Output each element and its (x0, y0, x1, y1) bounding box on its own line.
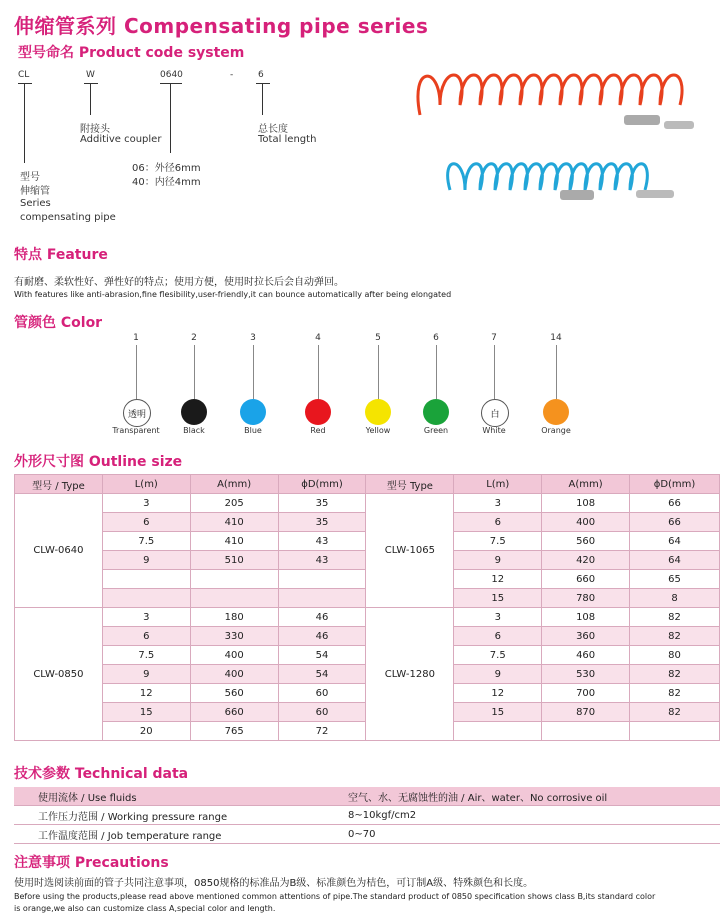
table-cell: 6 (102, 627, 190, 646)
code-part-size: 0640 (160, 70, 183, 80)
technical-value: 0~70 (324, 825, 720, 844)
table-cell: 410 (190, 532, 278, 551)
table-cell: 180 (190, 608, 278, 627)
coupler-label-cn: 附接头 (80, 124, 110, 135)
color-number: 7 (491, 333, 497, 343)
table-cell (630, 722, 720, 741)
color-swatch (240, 399, 266, 425)
type-cell-right: CLW-1065 (366, 494, 454, 608)
code-part-cl: CL (18, 70, 30, 80)
color-label: Transparent (112, 426, 160, 435)
table-cell: 20 (102, 722, 190, 741)
color-number: 2 (191, 333, 197, 343)
table-cell: 66 (630, 513, 720, 532)
table-cell: 660 (190, 703, 278, 722)
table-cell: 8 (630, 589, 720, 608)
table-cell: 15 (454, 589, 542, 608)
color-label: Black (183, 426, 205, 435)
feature-text-cn: 有耐磨、柔软性好、弹性好的特点；使用方便，使用时拉长后会自动弹回。 (14, 277, 344, 288)
length-label-en: Total length (258, 134, 317, 145)
table-cell: 9 (454, 665, 542, 684)
table-cell: 765 (190, 722, 278, 741)
table-cell: 700 (542, 684, 630, 703)
table-cell: 510 (190, 551, 278, 570)
table-cell: 12 (454, 570, 542, 589)
table-cell: 15 (102, 703, 190, 722)
series-label-en1: Series (20, 198, 51, 209)
color-label: Orange (541, 426, 571, 435)
technical-row (14, 806, 720, 825)
table-cell: 7.5 (102, 532, 190, 551)
table-cell: 6 (454, 627, 542, 646)
table-cell: 205 (190, 494, 278, 513)
table-cell: 43 (278, 551, 366, 570)
color-label: Yellow (365, 426, 391, 435)
table-cell (454, 722, 542, 741)
table-cell: 72 (278, 722, 366, 741)
table-cell: 7.5 (454, 646, 542, 665)
table-cell: 560 (542, 532, 630, 551)
swatch-inner-text: 白 (490, 409, 500, 420)
color-number: 14 (550, 333, 562, 343)
feature-text-en: With features like anti-abrasion,fine flesibility,user-friendly,it can bounce automatically after being elongated (14, 290, 452, 299)
table-cell: 870 (542, 703, 630, 722)
color-label: Green (423, 426, 449, 435)
series-label-cn2: 伸缩管 (20, 186, 50, 197)
table-cell (278, 570, 366, 589)
color-label: Red (310, 426, 326, 435)
code-part-dash: - (230, 70, 234, 80)
technical-param: 使用流体 / Use fluids (14, 787, 324, 806)
diameter-note-1: 06：外径6mm (132, 163, 201, 174)
table-cell: 660 (542, 570, 630, 589)
table-cell: 9 (102, 665, 190, 684)
table-cell: 3 (454, 608, 542, 627)
table-cell: 330 (190, 627, 278, 646)
series-label-cn1: 型号 (20, 172, 40, 183)
table-cell: 6 (102, 513, 190, 532)
coupler-label-en: Additive coupler (80, 134, 162, 145)
series-label-en2: compensating pipe (20, 212, 116, 223)
table-cell: 410 (190, 513, 278, 532)
table-cell: 66 (630, 494, 720, 513)
color-swatch (543, 399, 569, 425)
table-row (15, 608, 720, 627)
precautions-text-cn: 使用时选阅读前面的管子共同注意事项，0850规格的标准品为B级、标准颜色为桔色，可订制A级、特殊颜色和长度。 (14, 878, 534, 889)
table-cell: 46 (278, 627, 366, 646)
length-label-cn: 总长度 (258, 124, 288, 135)
table-cell: 108 (542, 494, 630, 513)
color-swatch (481, 399, 509, 427)
outline-heading: 外形尺寸图 Outline size (14, 454, 183, 470)
col-l-left: L(m) (102, 475, 190, 494)
table-cell: 54 (278, 646, 366, 665)
technical-row (14, 787, 720, 806)
table-cell (542, 722, 630, 741)
technical-heading: 技术参数 Technical data (14, 766, 189, 782)
technical-value: 8~10kgf/cm2 (324, 806, 720, 825)
code-part-w: W (86, 70, 95, 80)
table-cell: 12 (102, 684, 190, 703)
table-cell: 560 (190, 684, 278, 703)
type-cell-right: CLW-1280 (366, 608, 454, 741)
table-cell: 3 (454, 494, 542, 513)
table-cell: 3 (102, 608, 190, 627)
color-swatch (365, 399, 391, 425)
precautions-text-en: Before using the products,please read above mentioned common attentions of pipe.The standard product of 0850 specification shows class B,its standard color (14, 892, 656, 901)
color-number: 4 (315, 333, 321, 343)
table-cell: 460 (542, 646, 630, 665)
table-cell: 12 (454, 684, 542, 703)
precautions-text-en2: is orange,we also can customize class A,special color and length. (14, 904, 276, 913)
feature-heading: 特点 Feature (14, 247, 108, 263)
table-cell (102, 589, 190, 608)
technical-row (14, 825, 720, 844)
technical-param: 工作压力范围 / Working pressure range (14, 806, 324, 825)
outline-header-row (15, 475, 720, 494)
table-cell: 60 (278, 703, 366, 722)
color-swatch (423, 399, 449, 425)
table-cell: 43 (278, 532, 366, 551)
table-cell: 420 (542, 551, 630, 570)
product-code-heading: 型号命名 Product code system (18, 45, 245, 61)
table-row (15, 494, 720, 513)
code-part-length: 6 (258, 70, 264, 80)
precautions-heading: 注意事项 Precautions (14, 855, 169, 871)
col-d-right: ϕD(mm) (630, 475, 720, 494)
table-cell: 60 (278, 684, 366, 703)
technical-value: 空气、水、无腐蚀性的油 / Air、water、No corrosive oil (324, 787, 720, 806)
table-cell: 82 (630, 665, 720, 684)
color-swatch (305, 399, 331, 425)
table-cell: 15 (454, 703, 542, 722)
color-number: 1 (133, 333, 139, 343)
table-cell: 35 (278, 513, 366, 532)
color-number: 6 (433, 333, 439, 343)
table-cell: 65 (630, 570, 720, 589)
outline-table (14, 474, 720, 741)
color-heading: 管颜色 Color (14, 315, 103, 331)
table-cell: 64 (630, 551, 720, 570)
type-cell-left: CLW-0850 (15, 608, 103, 741)
swatch-inner-text: 透明 (127, 409, 146, 420)
table-cell: 780 (542, 589, 630, 608)
col-l-right: L(m) (454, 475, 542, 494)
table-cell: 7.5 (454, 532, 542, 551)
color-label: White (482, 426, 506, 435)
table-cell (190, 589, 278, 608)
col-type-right: 型号 Type (366, 475, 454, 494)
technical-param: 工作温度范围 / Job temperature range (14, 825, 324, 844)
color-number: 5 (375, 333, 381, 343)
col-a-left: A(mm) (190, 475, 278, 494)
table-cell: 400 (190, 646, 278, 665)
col-a-right: A(mm) (542, 475, 630, 494)
table-cell: 82 (630, 608, 720, 627)
table-cell: 35 (278, 494, 366, 513)
color-swatch (181, 399, 207, 425)
table-cell (190, 570, 278, 589)
color-label: Blue (244, 426, 262, 435)
table-cell: 9 (454, 551, 542, 570)
table-cell: 80 (630, 646, 720, 665)
table-cell: 108 (542, 608, 630, 627)
table-cell: 9 (102, 551, 190, 570)
table-cell: 82 (630, 684, 720, 703)
color-swatch (123, 399, 151, 427)
diameter-note-2: 40：内径4mm (132, 177, 201, 188)
table-cell: 400 (542, 513, 630, 532)
table-cell: 82 (630, 703, 720, 722)
col-type-left: 型号 / Type (15, 475, 103, 494)
table-cell: 54 (278, 665, 366, 684)
color-number: 3 (250, 333, 256, 343)
table-cell: 7.5 (102, 646, 190, 665)
table-cell: 530 (542, 665, 630, 684)
table-cell: 82 (630, 627, 720, 646)
table-cell: 46 (278, 608, 366, 627)
technical-table (14, 787, 720, 844)
table-cell (278, 589, 366, 608)
table-cell (102, 570, 190, 589)
col-d-left: ϕD(mm) (278, 475, 366, 494)
table-cell: 360 (542, 627, 630, 646)
table-cell: 400 (190, 665, 278, 684)
table-cell: 64 (630, 532, 720, 551)
type-cell-left: CLW-0640 (15, 494, 103, 608)
table-cell: 3 (102, 494, 190, 513)
page-title: 伸缩管系列 Compensating pipe series (14, 14, 429, 38)
table-cell: 6 (454, 513, 542, 532)
